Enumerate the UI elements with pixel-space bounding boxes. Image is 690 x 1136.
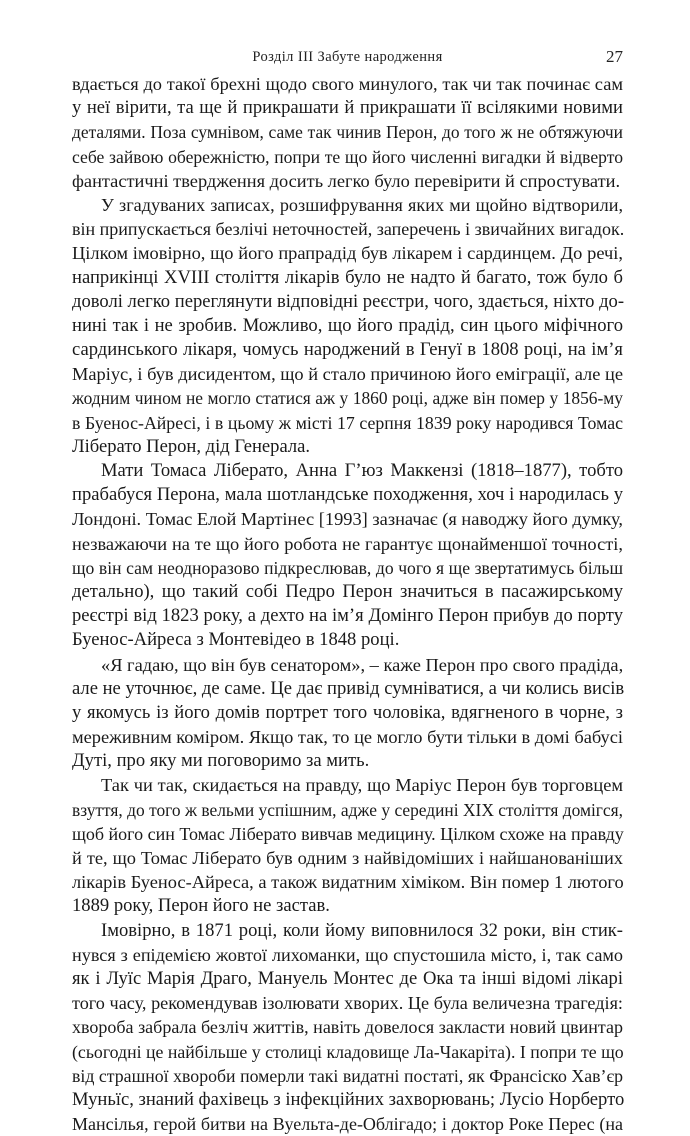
- text-line: сардинського лікаря, чомусь народжений в Генуї в 1808 році, на ім’я: [72, 339, 623, 361]
- paragraph: [72, 773, 623, 918]
- text-line: незважаючи на те що його робота не гарантує щонайменшої точності,: [72, 533, 623, 554]
- text-line: лікарів Буенос-Айреса, а також видатним хіміком. Він помер 1 лютого: [72, 872, 624, 893]
- text-line: жодним чином не могло статися аж у 1860 році, адже він помер у 1856-му: [72, 388, 623, 409]
- text-line: себе зайвою обережністю, попри те що його численні вигадки й відверто: [72, 146, 623, 167]
- text-line: У згадуваних записах, розшифрування яких ми щойно відтворили,: [101, 194, 623, 215]
- text-line: що він сам неодноразово підкреслював, до чого я ще звертатимусь більш: [72, 557, 623, 578]
- text-line: Лондоні. Томас Елой Мартінес [1993] зазначає (я наводжу його думку,: [72, 509, 624, 530]
- text-line: Мансілья, герой битви на Вуельта-де-Облігадо; і доктор Роке Перес (на: [72, 1114, 623, 1135]
- text-line: 1889 року, Перон його не застав.: [72, 895, 330, 917]
- text-line: в Буенос-Айресі, і в цьому ж місті 17 серпня 1839 року народився Томас: [72, 412, 623, 433]
- text-line: але не уточнює, де саме. Це дає привід сумніватися, а чи колись висів: [72, 677, 625, 699]
- text-line: Муньїс, знаний фахівець з інфекційних захворювань; Лусіо Норберто: [72, 1088, 625, 1110]
- text-line: прабабуся Перона, мала шотландське походження, хоч і народилась у: [72, 484, 623, 506]
- paragraph: [72, 919, 623, 1136]
- text-line: Мати Томаса Ліберато, Анна Гʼюз Маккензі (1818–1877), тобто: [101, 460, 623, 481]
- text-line: взуття, до того ж вельми успішним, адже у середині XIX століття домігся,: [72, 799, 623, 820]
- text-line: мереживним коміром. Якщо так, то це могло бути тільки в домі бабусі: [72, 727, 623, 748]
- text-line: Маріус, і був дисидентом, що й стало причиною його еміграції, але це: [72, 364, 623, 385]
- text-line: він припускається безлічі неточностей, заперечень і звичайних вигадок.: [72, 219, 625, 240]
- text-line: нувся з епідемією жовтої лихоманки, що спустошила місто, і, так само: [72, 944, 623, 965]
- running-header: [72, 47, 623, 69]
- text-line: Так чи так, скидається на правду, що Маріус Перон був торговцем: [101, 775, 623, 796]
- text-line: «Я гадаю, що він був сенатором», – каже Перон про свого прадіда,: [101, 654, 624, 675]
- text-line: Буенос-Айреса з Монтевідео в 1848 році.: [72, 629, 400, 651]
- text-line: деталями. Поза сумнівом, саме так чинив Перон, до того ж не обтяжуючи: [72, 122, 623, 143]
- page-number: 27: [606, 47, 623, 66]
- text-line: щоб його син Томас Ліберато вивчав медицину. Цілком схоже на правду: [72, 823, 624, 844]
- paragraph: [72, 193, 623, 459]
- text-line: того часу, рекомендував ізолювати хворих. Це була величезна трагедія:: [72, 993, 623, 1014]
- paragraph: [72, 72, 623, 193]
- text-line: Ліберато Перон, дід Генерала.: [72, 435, 311, 457]
- text-line: доволі легко переглянути відповідні реєстри, чого, здається, ніхто до-: [72, 290, 625, 312]
- chapter-title: Розділ III Забуте народження: [252, 49, 443, 65]
- paragraph: [72, 653, 623, 774]
- text-line: Цілком імовірно, що його прапрадід був лікарем і сардинцем. До речі,: [72, 243, 623, 264]
- text-line: реєстрі від 1823 року, а дехто на ім’я Домінго Перон прибув до порту: [72, 605, 623, 627]
- text-line: як і Луїс Марія Драго, Мануель Монтес де Ока та інші відомі лікарі: [72, 967, 623, 989]
- text-line: від страшної хвороби померли такі видатні постаті, як Франсіско Хав’єр: [72, 1065, 623, 1086]
- text-line: й те, що Томас Ліберато був одним з найвідоміших і найшанованіших: [72, 848, 623, 868]
- text-line: детально), що такий собі Педро Перон значиться в пасажирському: [72, 580, 623, 602]
- text-line: вдається до такої брехні щодо свого минулого, так чи так починає сам: [72, 74, 623, 94]
- paragraph: [72, 459, 623, 653]
- text-line: наприкінці XVIII століття лікарів було не надто й багато, тож було б: [72, 266, 623, 288]
- text-line: Імовірно, в 1871 році, коли йому виповнилося 32 роки, він стик-: [101, 919, 623, 941]
- text-line: фантастичні твердження досить легко було перевірити й спростувати.: [72, 170, 621, 191]
- text-line: у якомусь із його домів портрет того чоловіка, вдягненого в чорне, з: [72, 701, 623, 723]
- body-text: [72, 72, 623, 1136]
- text-line: Дуті, про яку ми поговоримо за мить.: [72, 750, 370, 772]
- text-line: нині так і не зробив. Можливо, що його прадід, син цього міфічного: [72, 314, 623, 336]
- text-line: хвороба забрала безліч життів, навіть довелося закласти новий цвинтар: [72, 1017, 623, 1038]
- text-line: (сьогодні це найбільше у столиці кладовище Ла-Чакаріта). І попри те що: [72, 1041, 624, 1062]
- text-line: у неї вірити, та ще й прикрашати й прикрашати її всілякими новими: [72, 97, 623, 119]
